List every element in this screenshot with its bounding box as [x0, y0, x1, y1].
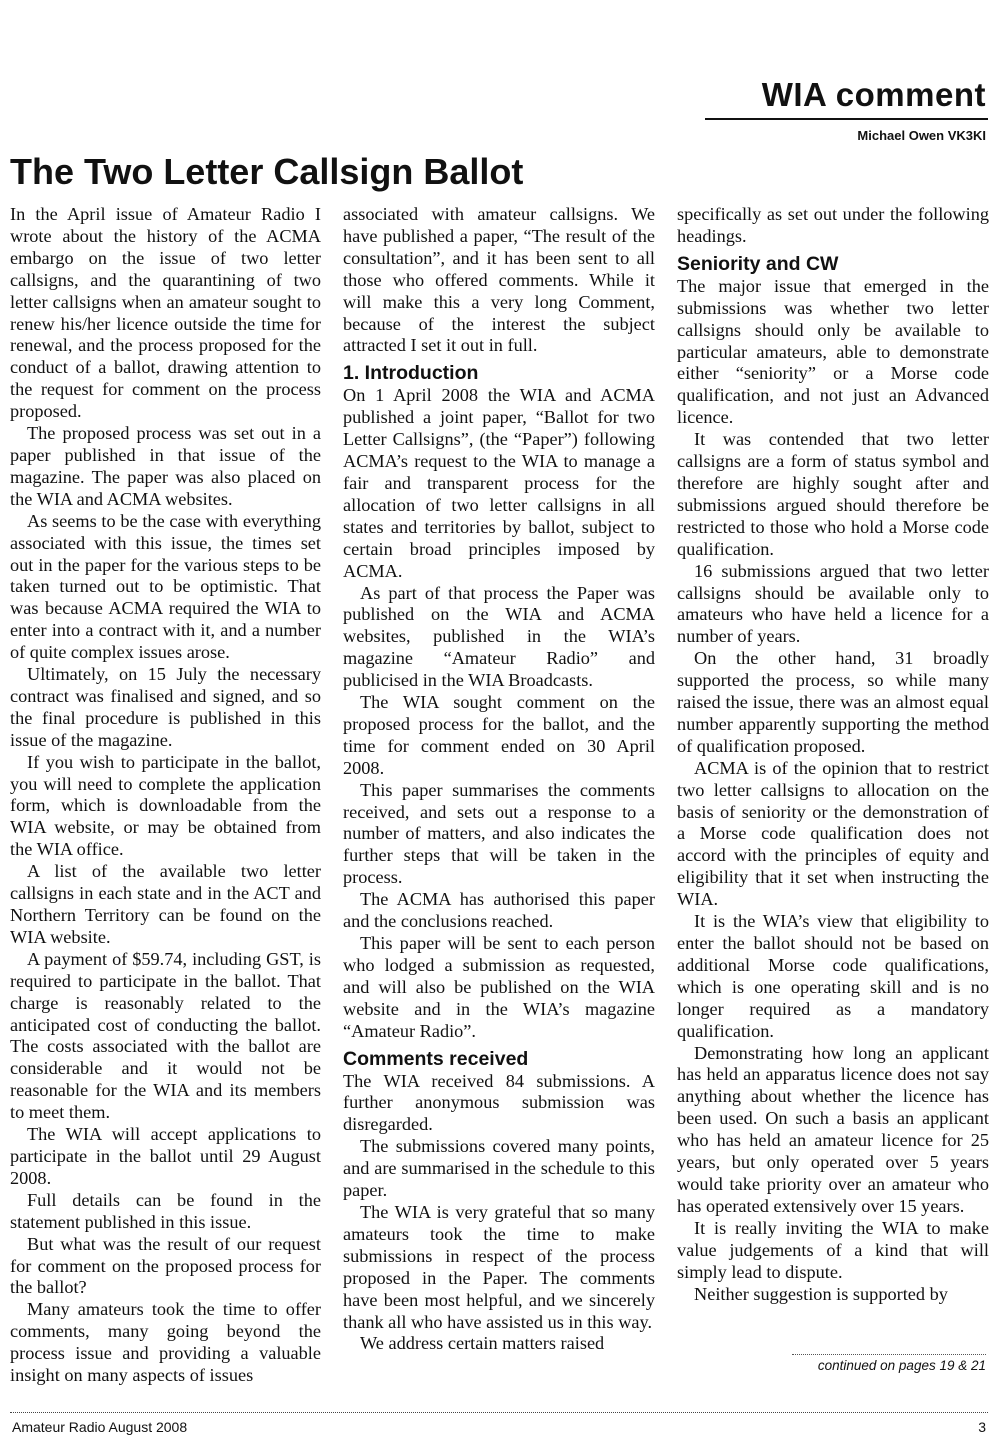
paragraph: A list of the available two letter callsigns in each state and in the ACT and Northern Territory can be found on the WIA website. [10, 861, 321, 947]
paragraph: The WIA will accept applications to participate in the ballot until 29 August 2008. [10, 1124, 321, 1188]
paragraph: Many amateurs took the time to offer comments, many going beyond the process issue and providing a valuable insight on many aspects of issues [10, 1299, 321, 1386]
article-column-1 [10, 204, 321, 1387]
paragraph: The ACMA has authorised this paper and the conclusions reached. [343, 889, 655, 932]
footer-rule [10, 1412, 988, 1413]
paragraph: This paper summarises the comments received, and sets out a response to a number of matters, and also indicates the further steps that will be taken in the process. [343, 779, 655, 888]
paragraph: As part of that process the Paper was published on the WIA and ACMA websites, published in the WIA’s magazine “Amateur Radio” and publicised in the WIA Broadcasts. [343, 582, 655, 691]
subheading-comments-received: Comments received [343, 1047, 529, 1070]
paragraph: specifically as set out under the following headings. [677, 204, 989, 246]
paragraph: In the April issue of Amateur Radio I wrote about the history of the ACMA embargo on the issue of two letter callsigns, and the quarantining of two letter callsigns when an amateur sought to renew his/her licence outside the time for renewal, and the process proposed for the conduct of a ballot, drawing attention to the request for comment on the process proposed. [10, 204, 321, 422]
paragraph: associated with amateur callsigns. We have published a paper, “The result of the consultation”, and it has been sent to all those who offered comments. While it will make this a very long Comment, because of the interest the subject attracted I set it out in full. [343, 204, 655, 356]
paragraph: The submissions covered many points, and are summarised in the schedule to this paper. [343, 1136, 655, 1201]
author-byline: Michael Owen VK3KI [857, 128, 986, 143]
article-column-2 [343, 204, 655, 1355]
article-title: The Two Letter Callsign Ballot [10, 151, 524, 192]
footer-publication: Amateur Radio August 2008 [12, 1419, 188, 1435]
paragraph: The major issue that emerged in the submissions was whether two letter callsigns should only be available to particular amateurs, able to demonstrate either “seniority” or a Morse code qualification, and not just an Advanced licence. [677, 275, 989, 428]
continued-note: continued on pages 19 & 21 [817, 1358, 986, 1373]
paragraph: It is really inviting the WIA to make value judgements of a kind that will simply lead to dispute. [677, 1217, 989, 1282]
paragraph: On the other hand, 31 broadly supported the process, so while many raised the issue, there was an almost equal number apparently supporting the method of qualification proposed. [677, 648, 989, 756]
paragraph: Full details can be found in the statement published in this issue. [10, 1189, 321, 1232]
paragraph: As seems to be the case with everything associated with this issue, the times set out in the paper for the various steps to be taken turned out to be optimistic. That was because ACMA required the WIA to enter into a contract with it, and a number of quite complex issues arose. [10, 510, 321, 663]
subheading-seniority-and-cw: Seniority and CW [677, 252, 839, 275]
paragraph: This paper will be sent to each person who lodged a submission as requested, and will also be published on the WIA website and in the WIA’s magazine “Amateur Radio”. [343, 933, 655, 1041]
paragraph: If you wish to participate in the ballot, you will need to complete the application form, which is downloadable from the WIA website, or may be obtained from the WIA office. [10, 751, 321, 860]
paragraph: The proposed process was set out in a paper published in that issue of the magazine. The paper was also placed on the WIA and ACMA websites. [10, 423, 321, 509]
paragraph: On 1 April 2008 the WIA and ACMA published a joint paper, “Ballot for two Letter Callsigns”, (the “Paper”) following ACMA’s request to the WIA to manage a fair and transparent process for the allocation of two letter callsigns in all states and territories by ballot, subject to certain broad principles imposed by ACMA. [343, 385, 655, 581]
paragraph: The WIA sought comment on the proposed process for the ballot, and the time for comment ended on 30 April 2008. [343, 692, 655, 778]
paragraph: The WIA is very grateful that so many amateurs took the time to make submissions in respect of the process proposed in the Paper. The comments have been most helpful, and we sincerely thank all who have assisted us in this way. [343, 1201, 655, 1332]
paragraph: Ultimately, on 15 July the necessary contract was finalised and signed, and so the final procedure is published in this issue of the magazine. [10, 664, 321, 750]
paragraph: The WIA received 84 submissions. A further anonymous submission was disregarded. [343, 1070, 655, 1135]
paragraph: But what was the result of our request for comment on the proposed process for the ballot? [10, 1233, 321, 1298]
paragraph: ACMA is of the opinion that to restrict two letter callsigns to allocation on the basis of seniority or the demonstration of a Morse code qualification does not accord with the principles of equity and eligibility that it set when instructing the WIA. [677, 757, 989, 910]
subheading-introduction: 1. Introduction [343, 362, 479, 385]
paragraph: Demonstrating how long an applicant has held an apparatus licence does not say anything about whether the licence has been used. On such a basis an applicant who has held an amateur licence for 25 years, but only operated over 5 years would take priority over an amateur who has operated extensively over 15 years. [677, 1042, 989, 1216]
section-heading: WIA comment [761, 76, 986, 113]
section-rule [705, 118, 988, 120]
paragraph: Neither suggestion is supported by [694, 1283, 948, 1304]
paragraph: A payment of $59.74, including GST, is required to participate in the ballot. That charge is reasonably related to the anticipated cost of conducting the ballot. The costs associated with the ballot are considerable and it would not be reasonable for the WIA and its members to meet them. [10, 948, 321, 1123]
paragraph: We address certain matters raised [360, 1333, 605, 1354]
paragraph: It is the WIA’s view that eligibility to enter the ballot should not be based on additional Morse code qualifications, which is one operating skill and is no longer required as a mandatory qualification. [677, 911, 989, 1041]
paragraph: It was contended that two letter callsigns are a form of status symbol and therefore are highly sought after and submissions argued should therefore be restricted to those who hold a Morse code qualification. [677, 429, 989, 559]
page-number: 3 [978, 1419, 986, 1435]
paragraph: 16 submissions argued that two letter callsigns should be available only to amateurs who have held a licence for a number of years. [677, 560, 989, 647]
continued-rule [792, 1354, 986, 1355]
article-column-3 [677, 204, 989, 1305]
